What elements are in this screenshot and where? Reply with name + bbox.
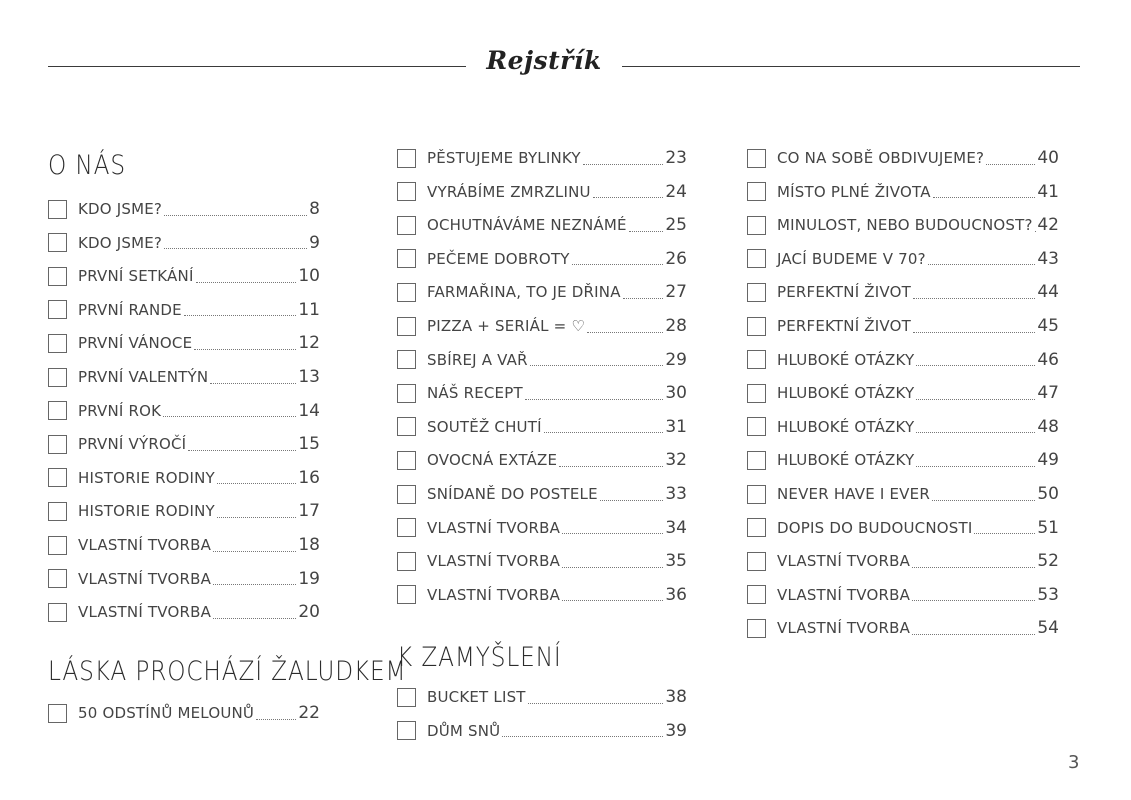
dot-leader: [559, 466, 663, 467]
dot-leader: [913, 332, 1035, 333]
entry-label: HLUBOKÉ OTÁZKY: [777, 417, 915, 436]
toc-entry: [48, 432, 320, 456]
checkbox[interactable]: [397, 688, 416, 707]
entry-page-number: 32: [665, 450, 687, 471]
toc-entry: [747, 146, 1059, 170]
entry-page-number: 40: [1037, 148, 1059, 168]
entry-label: OCHUTNÁVÁME NEZNÁMÉ: [427, 216, 627, 235]
entry-page-number: 17: [298, 501, 320, 522]
dot-leader: [528, 703, 664, 704]
entry-page-number: 47: [1037, 383, 1059, 404]
toc-entry: [747, 213, 1059, 237]
toc-entry: [48, 567, 320, 591]
entry-page-number: 48: [1037, 416, 1059, 437]
entry-label: VLASTNÍ TVORBA: [777, 619, 911, 638]
section-heading: O NÁS: [48, 150, 126, 181]
checkbox[interactable]: [48, 536, 67, 555]
checkbox[interactable]: [397, 149, 416, 168]
dot-leader: [562, 533, 663, 534]
checkbox[interactable]: [397, 451, 416, 470]
checkbox[interactable]: [397, 485, 416, 504]
checkbox[interactable]: [747, 619, 766, 638]
dot-leader: [562, 567, 663, 568]
toc-entry: [397, 549, 687, 573]
toc-entry: [747, 482, 1059, 506]
entry-label: PRVNÍ SETKÁNÍ: [78, 267, 194, 286]
checkbox[interactable]: [397, 721, 416, 740]
entry-page-number: 46: [1037, 349, 1059, 370]
toc-entry: [397, 583, 687, 607]
checkbox[interactable]: [48, 435, 67, 454]
entry-page-number: 12: [298, 333, 320, 354]
entry-label: VLASTNÍ TVORBA: [427, 518, 561, 537]
checkbox[interactable]: [397, 216, 416, 235]
toc-entry: [747, 549, 1059, 573]
checkbox[interactable]: [747, 249, 766, 268]
entry-label: CO NA SOBĚ OBDIVUJEME?: [777, 149, 985, 167]
entry-page-number: 34: [665, 517, 687, 538]
toc-entry: [747, 583, 1059, 607]
entry-page-number: 54: [1037, 618, 1059, 639]
checkbox[interactable]: [48, 200, 67, 219]
dot-leader: [916, 399, 1035, 400]
entry-page-number: 23: [665, 148, 687, 168]
checkbox[interactable]: [747, 417, 766, 436]
checkbox[interactable]: [397, 249, 416, 268]
entry-label: VLASTNÍ TVORBA: [78, 536, 212, 554]
dot-leader: [593, 197, 664, 198]
checkbox[interactable]: [48, 468, 67, 487]
entry-label: DOPIS DO BUDOUCNOSTI: [777, 518, 973, 537]
dot-leader: [502, 736, 663, 737]
entry-label: VLASTNÍ TVORBA: [78, 603, 212, 622]
entry-page-number: 24: [665, 181, 687, 202]
entry-page-number: 45: [1037, 316, 1059, 336]
toc-entry: [48, 331, 320, 355]
entry-page-number: 44: [1037, 282, 1059, 303]
toc-entry: [48, 264, 320, 288]
entry-page-number: 20: [298, 602, 320, 623]
dot-leader: [912, 634, 1035, 635]
entry-page-number: 42: [1037, 215, 1059, 236]
checkbox[interactable]: [747, 149, 766, 168]
entry-page-number: 10: [298, 266, 320, 287]
entry-label: VLASTNÍ TVORBA: [777, 552, 911, 571]
toc-entry: [48, 466, 320, 490]
toc-entry: [747, 247, 1059, 271]
entry-page-number: 11: [298, 299, 320, 320]
entry-label: FARMAŘINA, TO JE DŘINA: [427, 283, 621, 302]
entry-label: SOUTĚŽ CHUTÍ: [427, 417, 542, 436]
checkbox[interactable]: [48, 569, 67, 588]
checkbox[interactable]: [747, 317, 766, 336]
dot-leader: [1035, 231, 1036, 232]
toc-entry: [747, 180, 1059, 204]
checkbox[interactable]: [397, 417, 416, 436]
toc-entry: [397, 719, 687, 743]
dot-leader: [163, 416, 296, 417]
entry-page-number: 53: [1037, 584, 1059, 605]
entry-page-number: 18: [298, 535, 320, 555]
checkbox[interactable]: [397, 182, 416, 201]
entry-label: VLASTNÍ TVORBA: [427, 585, 561, 604]
checkbox[interactable]: [48, 233, 67, 252]
section-heading: K ZAMYŠLENÍ: [397, 642, 562, 673]
dot-leader: [164, 215, 307, 216]
entry-page-number: 30: [665, 383, 687, 404]
entry-page-number: 8: [309, 199, 320, 219]
entry-label: NÁŠ RECEPT: [427, 384, 523, 403]
entry-label: PRVNÍ ROK: [78, 401, 162, 420]
dot-leader: [912, 600, 1035, 601]
entry-page-number: 50: [1037, 484, 1059, 504]
entry-label: MÍSTO PLNÉ ŽIVOTA: [777, 182, 931, 201]
dot-leader: [986, 164, 1035, 165]
dot-leader: [583, 164, 664, 165]
checkbox[interactable]: [747, 585, 766, 604]
toc-entry: [747, 415, 1059, 439]
checkbox[interactable]: [48, 334, 67, 353]
checkbox[interactable]: [397, 317, 416, 336]
entry-page-number: 39: [665, 720, 687, 741]
checkbox[interactable]: [747, 451, 766, 470]
checkbox[interactable]: [397, 585, 416, 604]
toc-entry: [48, 701, 320, 725]
toc-entry: [747, 280, 1059, 304]
page-title: Rejstřík: [486, 46, 602, 75]
checkbox[interactable]: [747, 485, 766, 504]
entry-page-number: 36: [665, 584, 687, 605]
entry-label: SBÍREJ A VAŘ: [427, 350, 528, 369]
toc-entry: [397, 247, 687, 271]
toc-entry: [747, 314, 1059, 338]
checkbox[interactable]: [747, 216, 766, 235]
entry-label: VLASTNÍ TVORBA: [78, 569, 212, 588]
dot-leader: [194, 349, 296, 350]
entry-page-number: 16: [298, 467, 320, 488]
dot-leader: [525, 399, 664, 400]
header-rule-right: [622, 66, 1080, 67]
entry-label: PĚSTUJEME BYLINKY: [427, 149, 581, 167]
entry-page-number: 22: [298, 703, 320, 723]
toc-entry: [397, 213, 687, 237]
toc-entry: [48, 298, 320, 322]
checkbox[interactable]: [48, 704, 67, 723]
toc-entry: [397, 314, 687, 338]
entry-label: HLUBOKÉ OTÁZKY: [777, 350, 915, 369]
checkbox[interactable]: [48, 300, 67, 319]
dot-leader: [213, 584, 296, 585]
checkbox[interactable]: [48, 502, 67, 521]
entry-page-number: 14: [298, 400, 320, 421]
entry-label: NEVER HAVE I EVER: [777, 485, 930, 503]
entry-label: PRVNÍ VÁNOCE: [78, 334, 193, 353]
dot-leader: [916, 365, 1035, 366]
entry-label: KDO JSME?: [78, 233, 163, 252]
dot-leader: [932, 500, 1035, 501]
dot-leader: [916, 432, 1035, 433]
toc-entry: [48, 533, 320, 557]
checkbox[interactable]: [397, 283, 416, 302]
toc-entry: [397, 348, 687, 372]
dot-leader: [544, 432, 664, 433]
toc-entry: [397, 685, 687, 709]
entry-label: VLASTNÍ TVORBA: [427, 552, 561, 571]
dot-leader: [913, 298, 1035, 299]
entry-page-number: 31: [665, 416, 687, 437]
entry-label: OVOCNÁ EXTÁZE: [427, 451, 558, 470]
dot-leader: [530, 365, 664, 366]
entry-page-number: 49: [1037, 450, 1059, 471]
toc-entry: [747, 616, 1059, 640]
toc-entry: [397, 415, 687, 439]
toc-entry: [48, 197, 320, 221]
entry-label: BUCKET LIST: [427, 688, 526, 706]
checkbox[interactable]: [48, 267, 67, 286]
dot-leader: [562, 600, 663, 601]
toc-entry: [397, 482, 687, 506]
toc-entry: [747, 381, 1059, 405]
entry-label: PRVNÍ RANDE: [78, 300, 182, 319]
entry-page-number: 13: [298, 367, 320, 387]
checkbox[interactable]: [747, 283, 766, 302]
entry-page-number: 28: [665, 316, 687, 336]
checkbox[interactable]: [48, 368, 67, 387]
toc-entry: [48, 365, 320, 389]
section-heading: LÁSKA PROCHÁZÍ ŽALUDKEM: [48, 656, 407, 687]
dot-leader: [213, 618, 296, 619]
entry-page-number: 41: [1037, 181, 1059, 202]
dot-leader: [217, 483, 296, 484]
entry-label: VLASTNÍ TVORBA: [777, 585, 911, 604]
dot-leader: [217, 517, 296, 518]
checkbox[interactable]: [747, 350, 766, 369]
dot-leader: [928, 264, 1036, 265]
entry-label: HISTORIE RODINY: [78, 502, 215, 521]
checkbox[interactable]: [48, 603, 67, 622]
toc-entry: [747, 448, 1059, 472]
checkbox[interactable]: [397, 518, 416, 537]
dot-leader: [933, 197, 1036, 198]
entry-page-number: 19: [298, 568, 320, 589]
entry-label: PIZZA + SERIÁL = ♡: [427, 317, 586, 335]
entry-label: HISTORIE RODINY: [78, 468, 215, 487]
entry-page-number: 27: [665, 282, 687, 303]
dot-leader: [623, 298, 664, 299]
dot-leader: [912, 567, 1035, 568]
header-rule-left: [48, 66, 466, 67]
toc-entry: [48, 600, 320, 624]
toc-entry: [397, 180, 687, 204]
toc-entry: [397, 381, 687, 405]
entry-page-number: 51: [1037, 517, 1059, 538]
checkbox[interactable]: [747, 518, 766, 537]
entry-page-number: 52: [1037, 551, 1059, 572]
checkbox[interactable]: [397, 552, 416, 571]
entry-label: PERFEKTNÍ ŽIVOT: [777, 283, 911, 302]
checkbox[interactable]: [747, 182, 766, 201]
entry-page-number: 43: [1037, 248, 1059, 269]
entry-label: PRVNÍ VÝROČÍ: [78, 435, 187, 454]
entry-label: KDO JSME?: [78, 200, 163, 218]
page-number: 3: [1068, 752, 1080, 773]
toc-entry: [397, 516, 687, 540]
entry-page-number: 38: [665, 687, 687, 707]
dot-leader: [213, 551, 296, 552]
dot-leader: [210, 383, 296, 384]
dot-leader: [629, 231, 664, 232]
dot-leader: [600, 500, 664, 501]
toc-entry: [48, 231, 320, 255]
entry-label: PEČEME DOBROTY: [427, 249, 570, 268]
entry-label: PRVNÍ VALENTÝN: [78, 368, 209, 386]
dot-leader: [572, 264, 664, 265]
dot-leader: [188, 450, 296, 451]
checkbox[interactable]: [747, 384, 766, 403]
toc-entry: [397, 146, 687, 170]
checkbox[interactable]: [397, 350, 416, 369]
dot-leader: [196, 282, 297, 283]
toc-entry: [48, 499, 320, 523]
toc-entry: [397, 280, 687, 304]
entry-page-number: 9: [309, 232, 320, 253]
entry-label: HLUBOKÉ OTÁZKY: [777, 451, 915, 470]
dot-leader: [164, 248, 307, 249]
dot-leader: [916, 466, 1035, 467]
entry-page-number: 26: [665, 248, 687, 269]
toc-entry: [48, 399, 320, 423]
entry-page-number: 15: [298, 434, 320, 455]
toc-entry: [747, 348, 1059, 372]
checkbox[interactable]: [747, 552, 766, 571]
checkbox[interactable]: [397, 384, 416, 403]
entry-label: SNÍDANĚ DO POSTELE: [427, 485, 598, 503]
dot-leader: [256, 719, 296, 720]
entry-label: MINULOST, NEBO BUDOUCNOST?: [777, 216, 1033, 235]
dot-leader: [974, 533, 1035, 534]
checkbox[interactable]: [48, 401, 67, 420]
entry-page-number: 25: [665, 215, 687, 236]
toc-entry: [397, 448, 687, 472]
dot-leader: [587, 332, 663, 333]
toc-entry: [747, 516, 1059, 540]
entry-label: PERFEKTNÍ ŽIVOT: [777, 317, 911, 335]
entry-label: DŮM SNŮ: [427, 721, 501, 740]
entry-page-number: 33: [665, 484, 687, 504]
entry-page-number: 35: [665, 551, 687, 572]
entry-label: 50 ODSTÍNŮ MELOUNŮ: [78, 704, 255, 722]
entry-label: JACÍ BUDEME V 70?: [777, 249, 926, 268]
entry-label: HLUBOKÉ OTÁZKY: [777, 384, 915, 403]
entry-page-number: 29: [665, 349, 687, 370]
dot-leader: [184, 315, 297, 316]
entry-label: VYRÁBÍME ZMRZLINU: [427, 182, 591, 201]
